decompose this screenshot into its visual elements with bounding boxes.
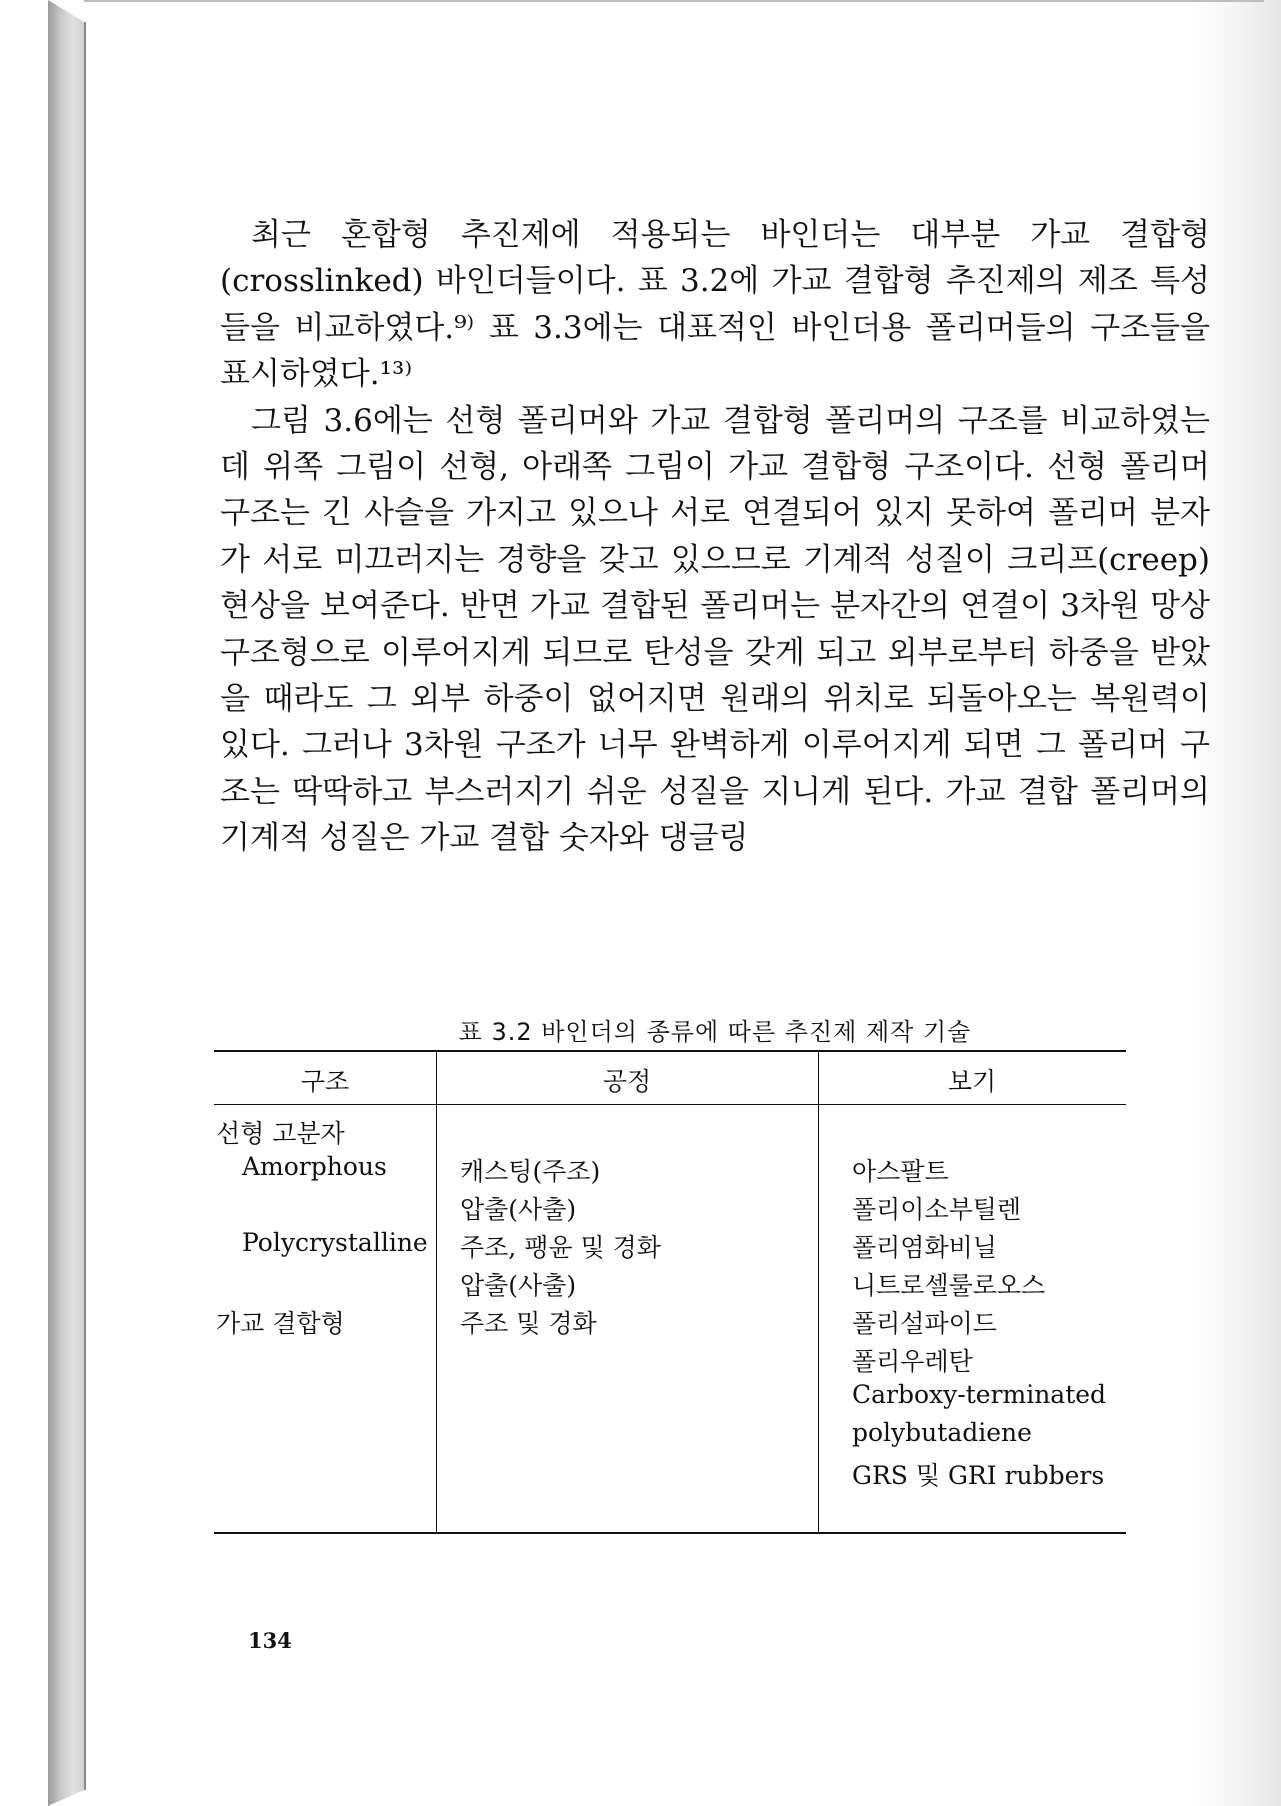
paragraph-1: 최근 혼합형 추진제에 적용되는 바인더는 대부분 가교 결합형 (crosslinked) 바인더들이다. 표 3.2에 가교 결합형 추진제의 제조 특성들을 비교하였다.⁹⁾ 표 3.3에는 대표적인 바인더용 폴리머들의 구조들을 표시하였다.¹³⁾ [220,217,1210,393]
table-3-2 [214,1050,1126,1534]
header-examples: 보기 [947,1067,997,1096]
example-cell: 폴리설파이드 [852,1309,997,1338]
process-cell: 압출(사출) [460,1195,577,1224]
process-cell: 주조 및 경화 [460,1309,597,1338]
example-cell: GRS 및 GRI rubbers [852,1461,1105,1490]
column-divider-2 [818,1052,819,1532]
column-divider-1 [436,1052,437,1532]
page-top-edge [84,0,1264,2]
header-structure: 구조 [300,1067,350,1096]
example-cell: Carboxy-terminated [852,1380,1107,1409]
example-cell: 폴리이소부틸렌 [852,1195,1022,1224]
example-cell: 니트로셀룰로오스 [852,1271,1046,1300]
page-number: 134 [248,1628,292,1653]
header-divider [214,1104,1126,1105]
process-cell: 압출(사출) [460,1271,577,1300]
structure-cell: Amorphous [242,1152,387,1181]
book-page [86,22,1256,1790]
body-text [220,212,1210,862]
paragraph-2: 그림 3.6에는 선형 폴리머와 가교 결합형 폴리머의 구조를 비교하였는데 위쪽 그림이 선형, 아래쪽 그림이 가교 결합형 구조이다. 선형 폴리머 구조는 긴 사슬을 가지고 있으나 서로 연결되어 있지 못하여 폴리머 분자가 서로 미끄러지는 경향을 갖고 있으므로 기계적 성질이 크리프(creep) 현상을 보여준다. 반면 가교 결합된 폴리머는 분자간의 연결이 3차원 망상 구조형으로 이루어지게 되므로 탄성을 갖게 되고 외부로부터 하중을 받았을 때라도 그 외부 하중이 없어지면 원래의 위치로 되돌아오는 복원력이 있다. 그러나 3차원 구조가 너무 완벽하게 이루어지게 되면 그 폴리머 구조는 딱딱하고 부스러지기 쉬운 성질을 지니게 된다. 가교 결합 폴리머의 기계적 성질은 가교 결합 숫자와 댕글링 [220,402,1210,857]
header-process: 공정 [602,1067,652,1096]
structure-cell: Polycrystalline [242,1228,428,1257]
book-spine-edge [48,0,84,1806]
example-cell: 폴리우레탄 [852,1347,973,1376]
structure-cell: 선형 고분자 [216,1119,345,1148]
example-cell: 폴리염화비닐 [852,1233,997,1262]
example-cell: polybutadiene [852,1418,1032,1447]
example-cell: 아스팔트 [852,1157,949,1186]
process-cell: 캐스팅(주조) [460,1157,601,1186]
structure-cell: 가교 결합형 [216,1309,345,1338]
process-cell: 주조, 팽윤 및 경화 [460,1233,661,1262]
table-caption: 표 3.2 바인더의 종류에 따른 추진제 제작 기술 [458,1018,972,1046]
